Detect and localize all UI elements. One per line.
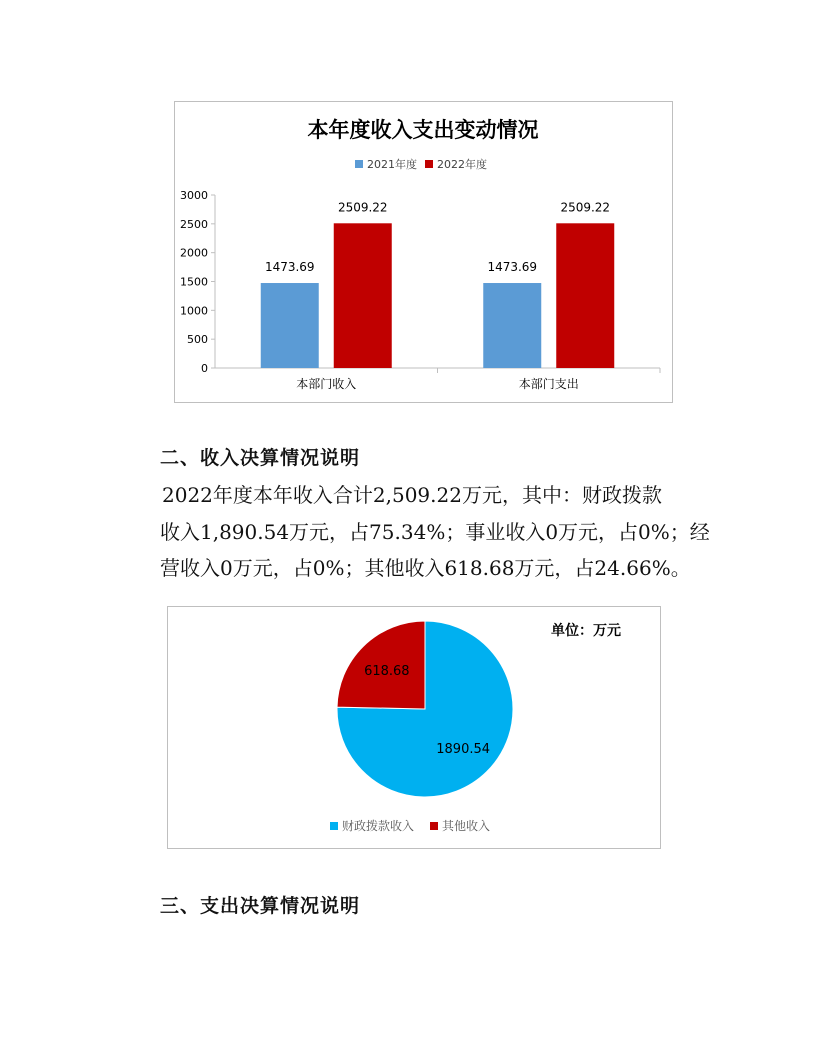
bar-2022 xyxy=(334,223,392,368)
pie-marks xyxy=(337,621,513,797)
bar-chart-title: 本年度收入支出变动情况 xyxy=(307,118,539,142)
y-tick-label: 1000 xyxy=(180,304,208,318)
legend-label-fiscal: 财政拨款收入 xyxy=(342,819,415,833)
bar-chart-frame xyxy=(174,101,673,403)
legend-label-2022: 2022年度 xyxy=(437,158,487,171)
y-tick-label: 2000 xyxy=(180,246,208,260)
bar-legend xyxy=(355,157,487,171)
bar-data-label: 1473.69 xyxy=(487,260,538,275)
bar-marks xyxy=(261,200,615,368)
y-tick-label: 500 xyxy=(187,333,208,347)
x-tick-label: 本部门支出 xyxy=(518,377,579,391)
income-para-line-3 xyxy=(160,556,700,580)
bar-2021 xyxy=(483,283,541,368)
income-para-text-3: 营收入0万元，占0%；其他收入618.68万元，占24.66%。 xyxy=(160,556,691,580)
pie-chart xyxy=(168,607,660,848)
bar-2021 xyxy=(261,283,319,368)
pie-label-other: 618.68 xyxy=(364,664,410,680)
legend-swatch-2021 xyxy=(355,160,363,168)
legend-swatch-2022 xyxy=(425,160,433,168)
pie-chart-frame xyxy=(167,606,661,849)
legend-label-2021: 2021年度 xyxy=(367,158,417,171)
bar-data-label: 1473.69 xyxy=(264,260,315,275)
y-tick-label: 2500 xyxy=(180,217,208,231)
pie-legend xyxy=(330,818,490,833)
bar-2022 xyxy=(556,223,614,368)
y-tick-label: 3000 xyxy=(180,189,208,202)
section-heading-expenditure: 三、支出决算情况说明 xyxy=(160,895,361,917)
income-para-text-2: 收入1,890.54万元，占75.34%；事业收入0万元，占0%；经 xyxy=(160,520,710,544)
y-tick-label: 0 xyxy=(201,362,208,375)
legend-swatch-other xyxy=(430,822,438,830)
legend-label-other: 其他收入 xyxy=(442,819,491,833)
bar-chart xyxy=(175,102,672,402)
income-para-line-2 xyxy=(160,520,710,544)
pie-unit-label: 单位：万元 xyxy=(551,623,621,639)
legend-swatch-fiscal xyxy=(330,822,338,830)
bar-data-label: 2509.22 xyxy=(337,200,388,215)
bar-data-label: 2509.22 xyxy=(560,200,611,215)
section-heading-income: 二、收入决算情况说明 xyxy=(160,447,361,469)
income-para-line-1 xyxy=(160,483,700,507)
income-para-text-1: 2022年度本年收入合计2,509.22万元，其中：财政拨款 xyxy=(162,483,662,507)
y-tick-label: 1500 xyxy=(180,275,208,289)
x-tick-label: 本部门收入 xyxy=(296,377,357,391)
pie-label-fiscal: 1890.54 xyxy=(436,741,491,757)
